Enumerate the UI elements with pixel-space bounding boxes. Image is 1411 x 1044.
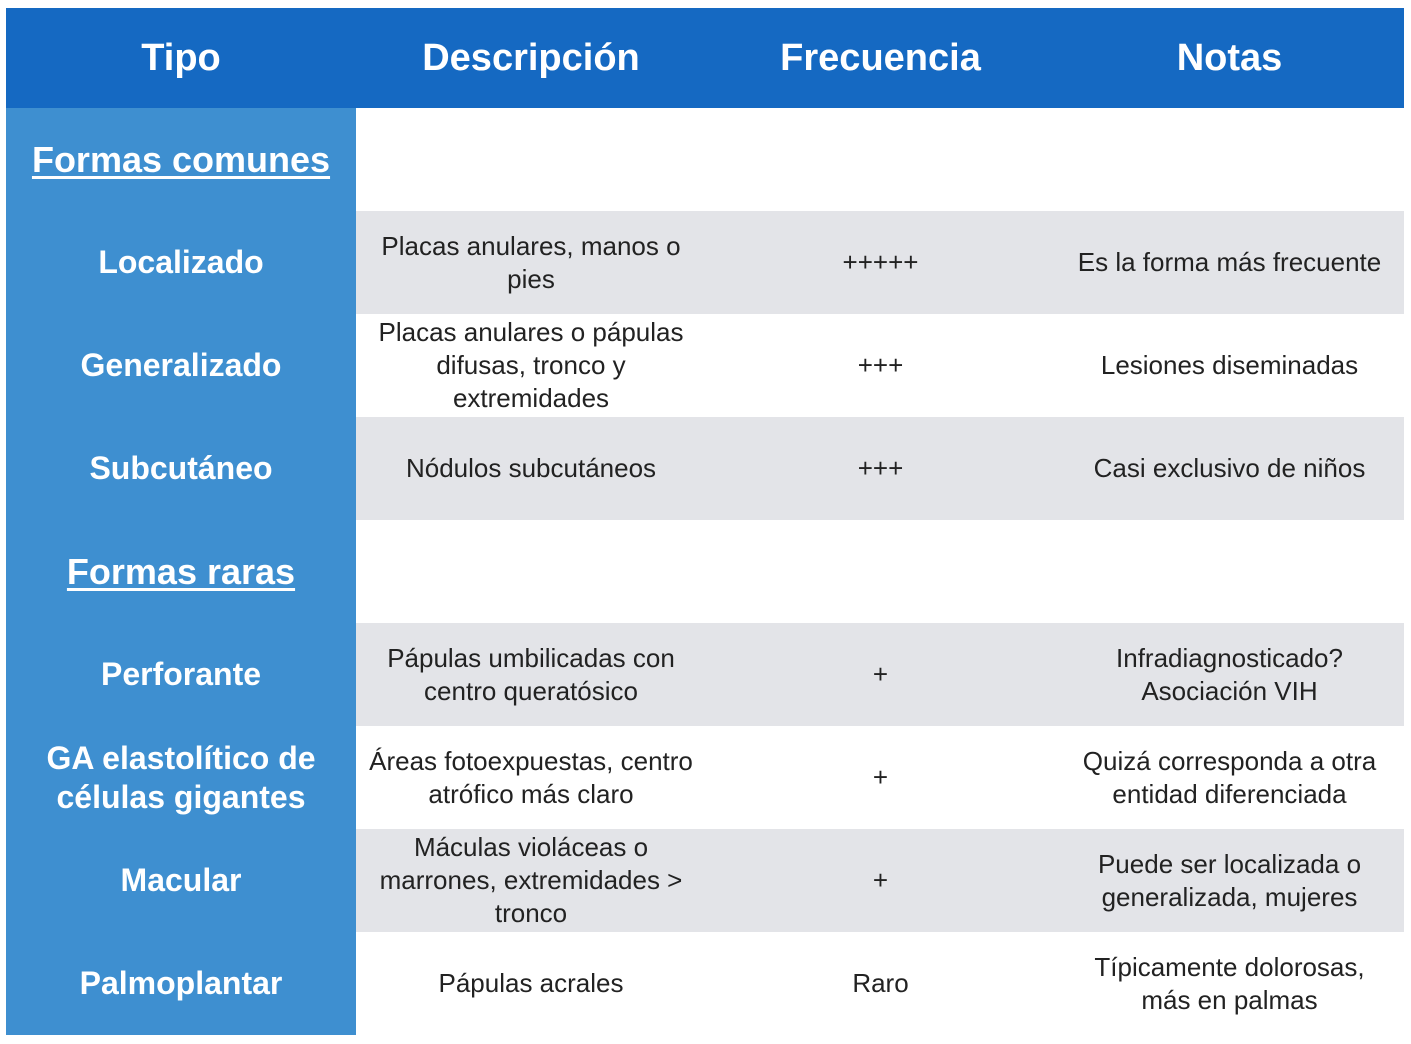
section-row-formas-comunes	[6, 108, 1404, 211]
frequency-cell: +++++	[706, 211, 1055, 314]
table-row	[6, 417, 1404, 520]
description-cell: Placas anulares o pápulas difusas, tronco y extremidades	[356, 314, 706, 417]
type-cell: Palmoplantar	[6, 932, 356, 1035]
empty-cell	[1055, 108, 1404, 211]
table-row	[6, 314, 1404, 417]
frequency-cell: +	[706, 623, 1055, 726]
type-cell: Generalizado	[6, 314, 356, 417]
notes-cell: Puede ser localizada o generalizada, mujeres	[1055, 829, 1404, 932]
header-tipo: Tipo	[141, 36, 221, 79]
empty-cell	[706, 108, 1055, 211]
table-row	[6, 829, 1404, 932]
header-frecuencia: Frecuencia	[780, 36, 981, 79]
description-cell: Pápulas umbilicadas con centro queratósico	[356, 623, 706, 726]
section-row-formas-raras	[6, 520, 1404, 623]
table-row	[6, 726, 1404, 829]
type-cell: Perforante	[6, 623, 356, 726]
notes-cell: Casi exclusivo de niños	[1055, 417, 1404, 520]
empty-cell	[356, 520, 706, 623]
granuloma-types-table	[6, 8, 1404, 1035]
notes-cell: Infradiagnosticado? Asociación VIH	[1055, 623, 1404, 726]
frequency-cell: +++	[706, 417, 1055, 520]
header-descripcion: Descripción	[422, 36, 640, 79]
frequency-cell: +	[706, 829, 1055, 932]
description-cell: Áreas fotoexpuestas, centro atrófico más claro	[356, 726, 706, 829]
type-cell: Subcutáneo	[6, 417, 356, 520]
empty-cell	[356, 108, 706, 211]
empty-cell	[1055, 520, 1404, 623]
section-title: Formas raras	[6, 520, 356, 623]
description-cell: Pápulas acrales	[356, 932, 706, 1035]
table-row	[6, 211, 1404, 314]
table-header	[6, 8, 1404, 108]
description-cell: Nódulos subcutáneos	[356, 417, 706, 520]
table-row	[6, 623, 1404, 726]
type-cell: GA elastolítico de células gigantes	[6, 726, 356, 829]
notes-cell: Quizá corresponda a otra entidad diferenciada	[1055, 726, 1404, 829]
notes-cell: Lesiones diseminadas	[1055, 314, 1404, 417]
frequency-cell: +	[706, 726, 1055, 829]
section-title: Formas comunes	[6, 108, 356, 211]
description-cell: Máculas violáceas o marrones, extremidades > tronco	[356, 829, 706, 932]
description-cell: Placas anulares, manos o pies	[356, 211, 706, 314]
table-row	[6, 932, 1404, 1035]
notes-cell: Es la forma más frecuente	[1055, 211, 1404, 314]
notes-cell: Típicamente dolorosas, más en palmas	[1055, 932, 1404, 1035]
frequency-cell: Raro	[706, 932, 1055, 1035]
empty-cell	[706, 520, 1055, 623]
frequency-cell: +++	[706, 314, 1055, 417]
header-notas: Notas	[1176, 36, 1283, 79]
type-cell: Localizado	[6, 211, 356, 314]
type-cell: Macular	[6, 829, 356, 932]
